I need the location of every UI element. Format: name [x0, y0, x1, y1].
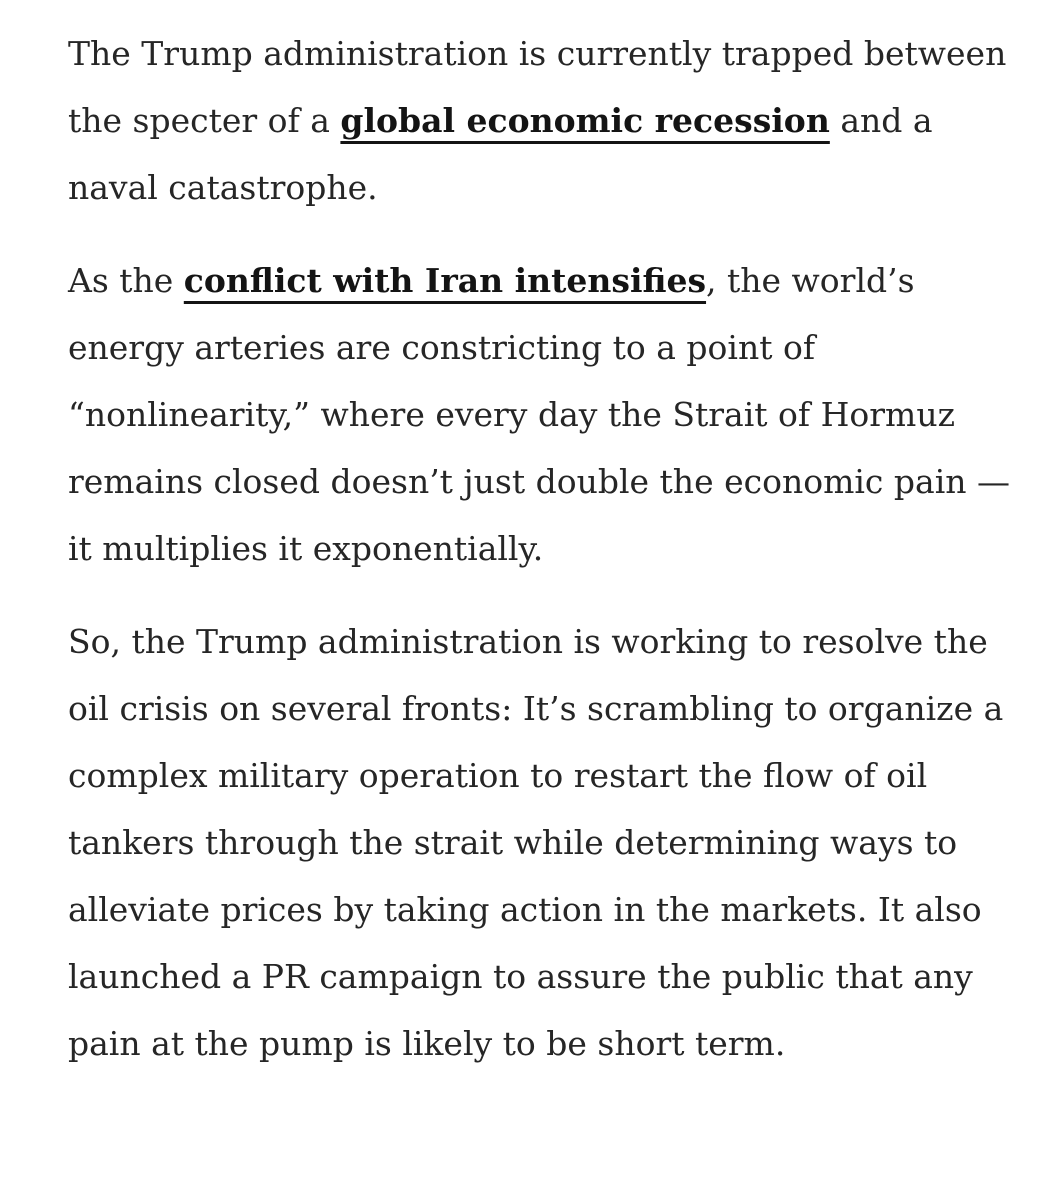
paragraph-2-text-after: , the world’s energy arteries are constricting to a point of “nonlinearity,” where every day the Strait of Hormuz remains closed doesn’t just double the economic pain — it multiplies it exponentially. — [68, 261, 1010, 568]
paragraph-1-text-before: The Trump administration is currently trapped between the specter of a — [68, 34, 1007, 140]
article-body — [68, 20, 1028, 1103]
conflict-with-iran-link[interactable]: conflict with Iran intensifies — [183, 261, 707, 300]
paragraph-2 — [68, 247, 1028, 582]
paragraph-2-text-before: As the — [68, 261, 184, 300]
paragraph-3 — [68, 608, 1028, 1077]
global-economic-recession-link[interactable]: global economic recession — [340, 101, 830, 140]
paragraph-1 — [68, 20, 1028, 221]
paragraph-3-text: So, the Trump administration is working to resolve the oil crisis on several fronts: It’s scrambling to organize a complex military operation to restart the flow of oil tankers through the strait while determining ways to alleviate prices by taking action in the markets. It also launched a PR campaign to assure the public that any pain at the pump is likely to be short term. — [68, 622, 1004, 1063]
paragraph-1-text-after: and a naval catastrophe. — [68, 101, 933, 207]
